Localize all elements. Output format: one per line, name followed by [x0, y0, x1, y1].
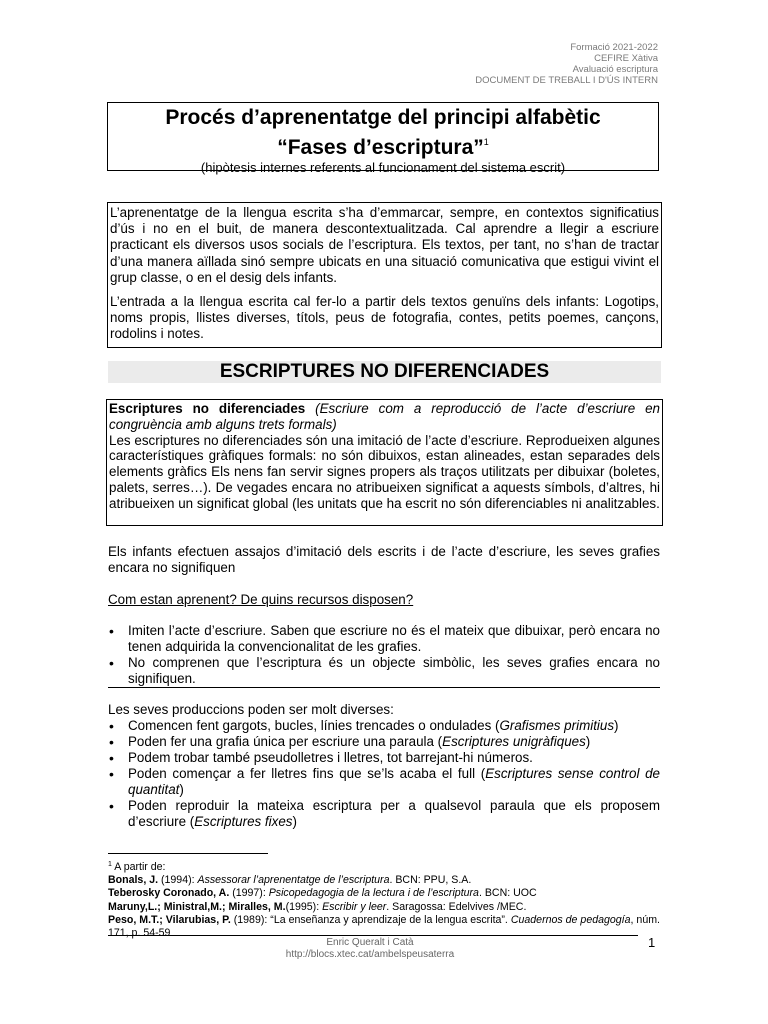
definition-term-note: (Escriure com a reproducció de l’acte d’escriure en congruència amb alguns trets formals): [109, 401, 660, 432]
footnote-separator: [108, 853, 268, 854]
page-footer: [200, 937, 540, 961]
list-item: • Poden començar a fer lletres fins que se’ls acaba el full (Escriptures sense control de quantitat): [108, 766, 660, 798]
list-item: • Imiten l’acte d’escriure. Saben que escriure no és el mateix que dibuixar, però encara no tenen adquirida la convencionalitat de les grafies.: [108, 623, 660, 655]
header-line-topic: Avaluació escriptura: [572, 64, 658, 75]
definition-text: Les escriptures no diferenciades són una imitació de l’acte d’escriure. Reprodueixen algunes característiques gràfiques formals: no són dibuixos, estan alineades, estan separades dels elements gràfics Els nens fan servir signes propers als traços utilitzats per dibuixar (boletes, palets, serres…). De vegades encara no atribueixen significat a aquests símbols, d’altres, hi atribueixen un significat global (les unitats que ha escrit no són diferenciables ni analitzables.: [109, 432, 660, 511]
footnote-reference-item: Maruny,L.; Ministral,M.; Miralles, M.(1995): Escribir y leer. Saragossa: Edelvives /MEC.: [108, 900, 527, 913]
question-block: [108, 592, 660, 608]
footnotes: [108, 858, 660, 940]
header-line-doctype: DOCUMENT DE TREBALL I D'ÚS INTERN: [475, 75, 658, 86]
document-header-meta: [475, 42, 658, 86]
header-line-course: Formació 2021-2022: [570, 42, 658, 53]
body-paragraph-2: Les seves produccions poden ser molt diverses:: [108, 702, 394, 717]
list-item: • Poden reproduir la mateixa escriptura per a qualsevol paraula que els proposem d’escriure (Escriptures fixes): [108, 798, 660, 830]
footnote-intro: $^1$ A partir de:: [108, 861, 166, 873]
list-item: • Poden fer una grafia única per escriure una paraula (Escriptures unigràfiques): [108, 734, 660, 750]
title-box: [107, 102, 659, 175]
title-phases: “Fases d’escriptura”: [277, 136, 484, 159]
intro-box: [107, 202, 662, 348]
page-number: 1: [648, 935, 656, 950]
productions-block: [108, 702, 660, 830]
section-heading: ESCRIPTURES NO DIFERENCIADES: [108, 361, 661, 383]
footnote-reference-item: Peso, M.T.; Vilarubias, P. (1989): “La enseñanza y aprendizaje de la lengua escrita”. Cuadernos de pedagogía, núm. 171, p. 54-59: [108, 913, 660, 940]
page-subtitle: (hipòtesis internes referents al funcionament del sistema escrit): [200, 160, 566, 175]
list-item: • No comprenen que l’escriptura és un objecte simbòlic, les seves grafies encara no signifiquen.: [108, 655, 660, 687]
body-intro: [108, 544, 660, 576]
bullet-list-learning: [108, 623, 660, 687]
intro-paragraph-2: L’entrada a la llengua escrita cal fer-lo a partir dels textos genuïns dels infants: Logotips, noms propis, llistes diverses, títols, peus de fotografia, contes, petits poemes, cançons, rodolins i notes.: [110, 294, 659, 342]
page-title-secondary: [108, 130, 658, 160]
list-item: • Comencen fent gargots, bucles, línies trencades o ondulades (Grafismes primitius): [108, 718, 660, 734]
footer-rule: [108, 935, 638, 936]
footer-url-link[interactable]: http://blocs.xtec.cat/ambelspeusaterra: [285, 949, 455, 960]
footnote-reference-item: Teberosky Coronado, A. (1997): Psicopedagogia de la lectura i de l’escriptura. BCN: UOC: [108, 887, 537, 900]
footnote-reference-item: Bonals, J. (1994): Assessorar l’aprenentatge de l’escriptura. BCN: PPU, S.A.: [108, 874, 472, 887]
footer-author: Enric Queralt i Catà: [326, 937, 414, 948]
footnote-reference: 1: [483, 137, 489, 147]
page-title: Procés d’aprenentatge del principi alfabètic: [165, 106, 601, 129]
divider: [108, 687, 660, 688]
body-paragraph-1: Els infants efectuen assajos d’imitació dels escrits i de l’acte d’escriure, les seves grafies encara no signifiquen: [108, 544, 660, 575]
list-item: • Podem trobar també pseudolletres i lletres, tot barrejant-hi números.: [108, 750, 660, 766]
header-line-center: CEFIRE Xàtiva: [594, 53, 658, 64]
definition-term: Escriptures no diferenciades: [109, 401, 306, 416]
intro-paragraph-1: L’aprenentatge de la llengua escrita s’ha d’emmarcar, sempre, en contextos significatius d’ús i no en el buit, de manera descontextualitzada. Cal aprendre a llegir a escriure practicant els diversos usos socials de l’escriptura. Els textos, per tant, no s’han de tractar d’una manera aïllada sinó sempre ubicats en una situació comunicativa que estigui vivint el grup classe, o en el desig dels infants.: [110, 205, 659, 285]
question-heading: Com estan aprenent? De quins recursos disposen?: [108, 592, 414, 607]
definition-heading: [109, 401, 660, 433]
definition-box: [106, 399, 663, 526]
